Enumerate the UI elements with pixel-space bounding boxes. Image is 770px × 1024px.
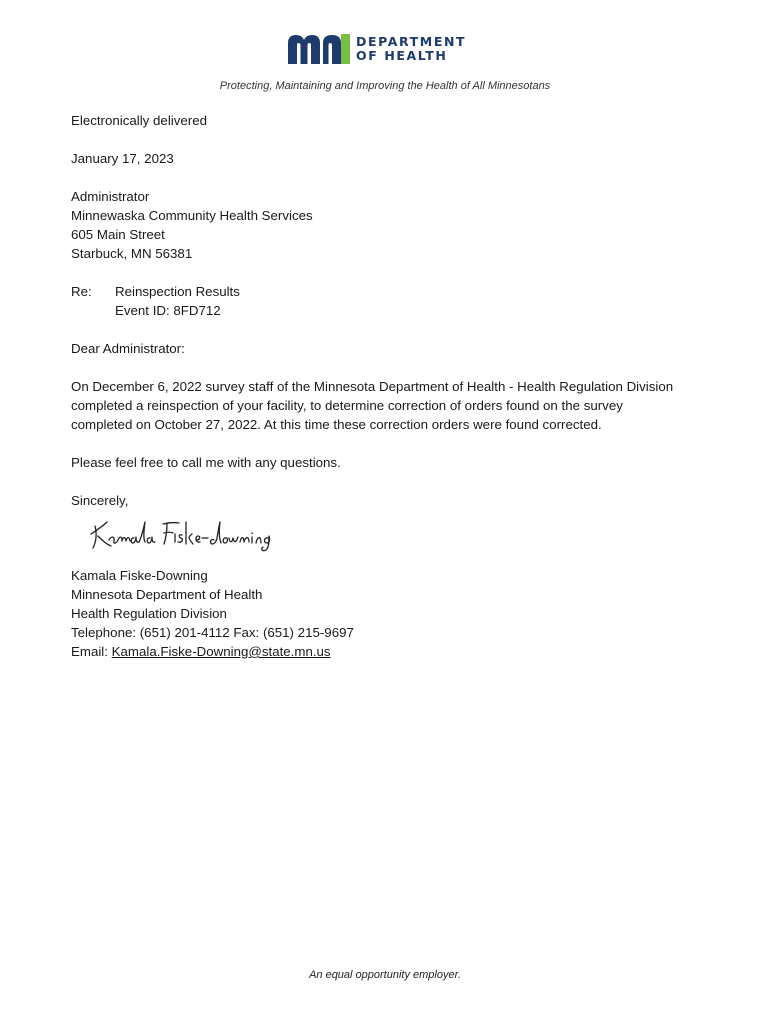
email-label: Email: — [71, 644, 112, 659]
tagline: Protecting, Maintaining and Improving the Health of All Minnesotans — [219, 80, 551, 92]
letter-date: January 17, 2023 — [71, 151, 174, 166]
letter-body — [71, 111, 711, 661]
logo-line-department: DEPARTMENT — [356, 34, 467, 49]
paragraph-line: completed on October 27, 2022. At this time these correction orders were found corrected. — [71, 417, 602, 432]
mn-logo-icon — [288, 34, 350, 64]
salutation: Dear Administrator: — [71, 341, 185, 356]
email-link[interactable]: Kamala.Fiske-Downing@state.mn.us — [111, 644, 331, 659]
recipient-title: Administrator — [71, 189, 150, 204]
closing: Sincerely, — [71, 493, 129, 508]
sender-email-line — [71, 642, 711, 661]
signature-image — [87, 514, 277, 552]
re-block — [71, 282, 711, 320]
logo-line-of-health: OF HEALTH — [356, 48, 448, 63]
sender-block — [71, 566, 711, 661]
footer-note: An equal opportunity employer. — [309, 969, 461, 981]
sender-phone-fax: Telephone: (651) 201-4112 Fax: (651) 215-9697 — [71, 625, 354, 640]
recipient-street: 605 Main Street — [71, 227, 165, 242]
mdh-logo — [288, 33, 466, 65]
delivery-note: Electronically delivered — [71, 113, 207, 128]
recipient-organization: Minnewaska Community Health Services — [71, 208, 313, 223]
sender-division: Health Regulation Division — [71, 606, 227, 621]
sender-name: Kamala Fiske-Downing — [71, 568, 208, 583]
paragraph-questions: Please feel free to call me with any questions. — [71, 455, 341, 470]
re-event-id: Event ID: 8FD712 — [115, 303, 221, 318]
paragraph-line: completed a reinspection of your facility, to determine correction of orders found on the survey — [71, 398, 623, 413]
recipient-city-state-zip: Starbuck, MN 56381 — [71, 246, 193, 261]
recipient-address — [71, 187, 711, 263]
re-subject: Reinspection Results — [115, 284, 240, 299]
paragraph-reinspection — [71, 377, 711, 434]
logo-wordmark — [356, 35, 466, 63]
paragraph-line: On December 6, 2022 survey staff of the Minnesota Department of Health - Health Regulation Division — [71, 379, 674, 394]
sender-department: Minnesota Department of Health — [71, 587, 263, 602]
re-label: Re: — [71, 284, 92, 299]
